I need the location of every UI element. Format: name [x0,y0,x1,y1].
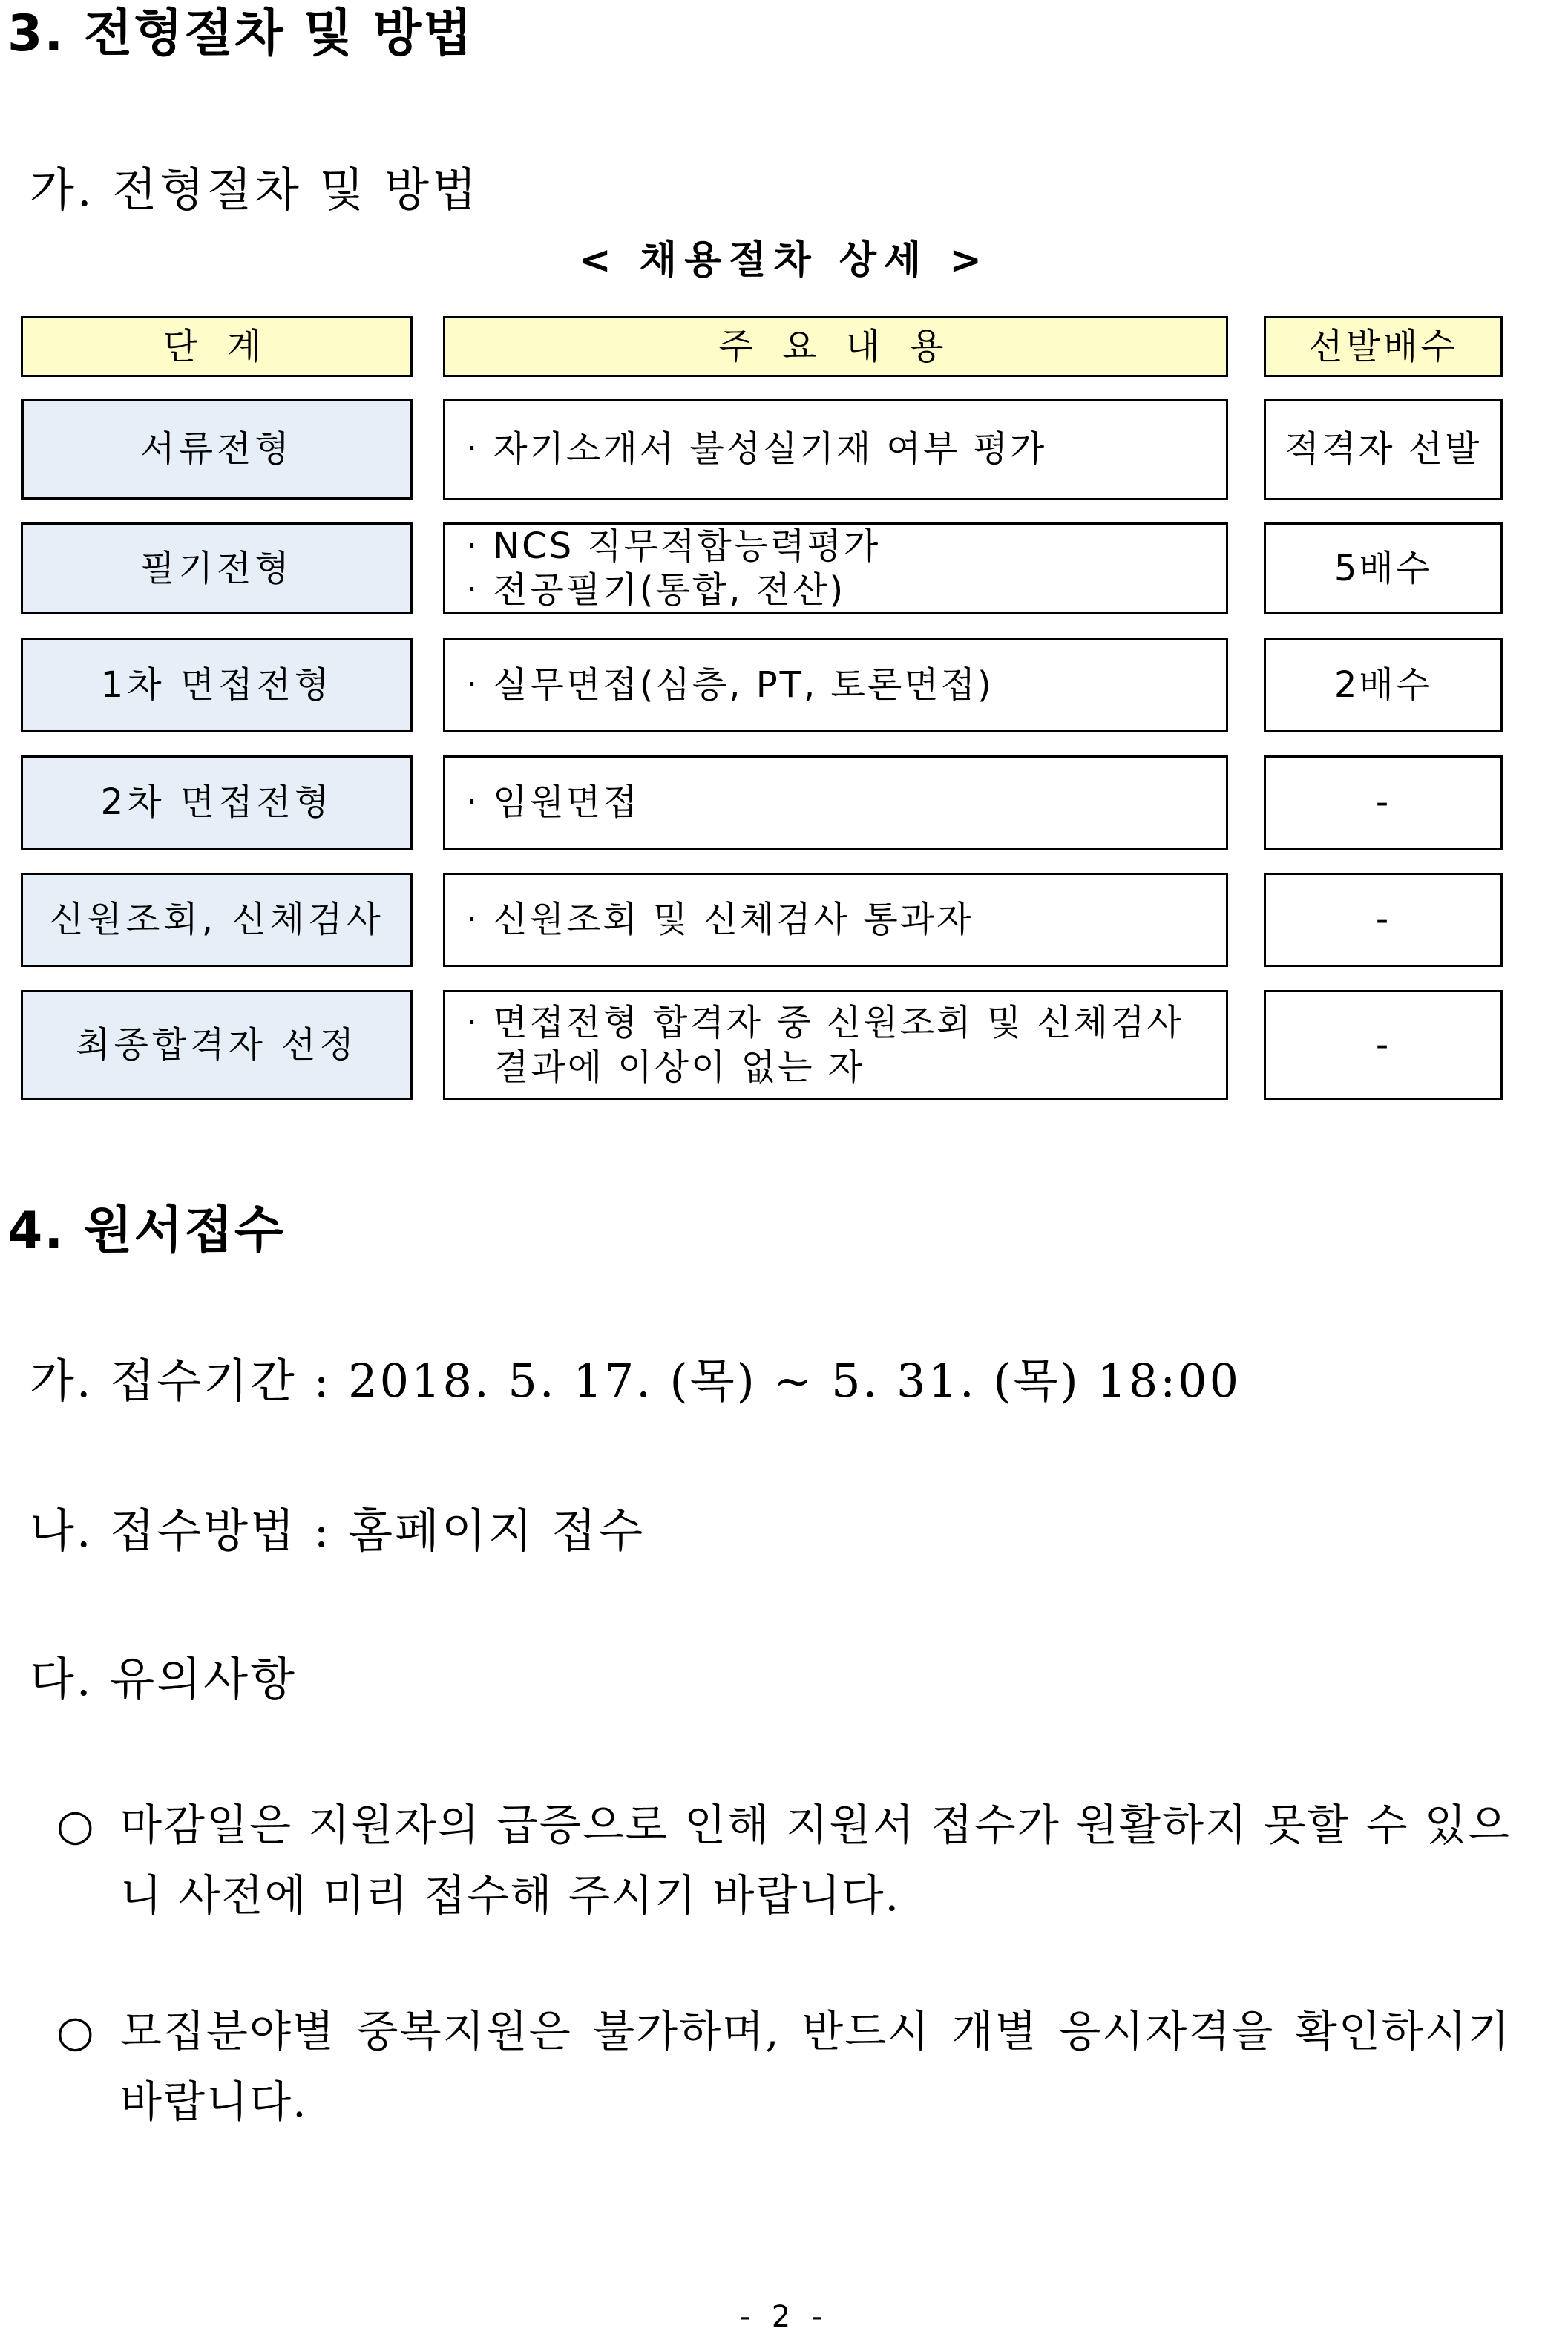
table-row-content [443,399,1228,500]
table-row-stage: 필기전형 [21,522,413,614]
page-number: - 2 - [739,2300,829,2334]
table-row-multiple: - [1264,755,1503,850]
notes-heading: 다. 유의사항 [30,1652,297,1706]
header-content: 주 요 내 용 [443,316,1228,377]
table-row-multiple: 적격자 선발 [1264,399,1503,500]
note-item [56,1996,1511,2137]
content-line: 전공필기(통합, 전산) [493,569,846,611]
table-row-multiple: 5배수 [1264,522,1503,614]
content-line: 신원조회 및 신체검사 통과자 [493,899,974,941]
section-4-heading: 4. 원서접수 [7,1202,285,1260]
bullet-mark: · [466,569,480,611]
note-item [56,1790,1511,1931]
table-row-multiple: - [1264,990,1503,1100]
section-3-heading: 3. 전형절차 및 방법 [7,4,473,63]
content-line: 실무면접(심층, PT, 토론면접) [493,664,994,707]
table-row-content [443,755,1228,850]
subsection-heading: 가. 전형절차 및 방법 [30,163,479,217]
table-caption: < 채용절차 상세 > [579,238,989,283]
bullet-mark: · [466,428,480,471]
note-text: 마감일은 지원자의 급증으로 인해 지원서 접수가 원활하지 못할 수 있으니 사전에 미리 접수해 주시기 바랍니다. [120,1800,1511,1921]
note-text: 모집분야별 중복지원은 불가하며, 반드시 개별 응시자격을 확인하시기 바랍니다. [120,2006,1511,2127]
table-row-multiple: - [1264,873,1503,967]
table-row-stage: 1차 면접전형 [21,638,413,732]
content-line: 임원면접 [493,781,640,824]
table-row-content [443,522,1228,614]
circle-bullet-icon: ○ [56,1800,94,1850]
bullet-mark: · [466,1002,480,1043]
header-stage: 단 계 [21,316,413,377]
table-row-stage: 최종합격자 선정 [21,990,413,1100]
bullet-mark: · [466,525,480,568]
header-multiple: 선발배수 [1264,316,1503,377]
table-row-stage: 2차 면접전형 [21,755,413,850]
table-row-multiple: 2배수 [1264,638,1503,732]
content-line: NCS 직무적합능력평가 [493,525,881,568]
content-line: 결과에 이상이 없는 자 [494,1046,865,1088]
circle-bullet-icon: ○ [56,2006,94,2056]
bullet-mark: · [466,899,480,941]
bullet-mark: · [466,781,480,824]
table-row-stage: 서류전형 [21,399,413,500]
table-row-content [443,990,1228,1100]
application-method: 나. 접수방법 : 홈페이지 접수 [30,1504,646,1558]
content-line: 자기소개서 불성실기재 여부 평가 [493,428,1047,471]
content-line: 면접전형 합격자 중 신원조회 및 신체검사 [493,1002,1184,1043]
application-period: 가. 접수기간 : 2018. 5. 17. (목) ~ 5. 31. (목) 18:00 [30,1354,1241,1408]
table-row-content [443,638,1228,732]
bullet-mark: · [466,664,480,707]
table-row-content [443,873,1228,967]
table-row-stage: 신원조회, 신체검사 [21,873,413,967]
